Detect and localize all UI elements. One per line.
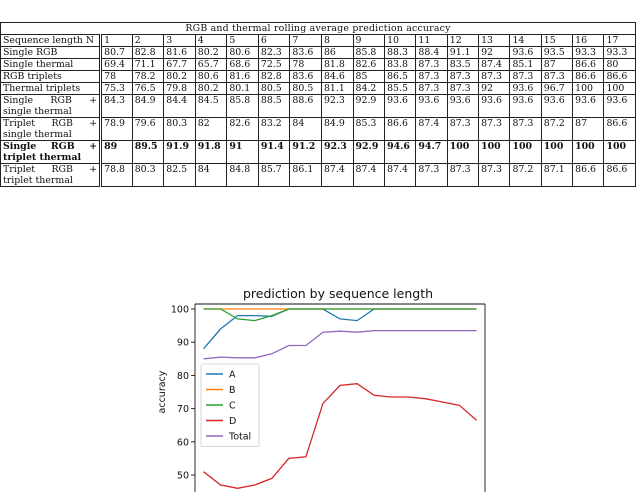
table-row: [1, 59, 636, 71]
column-header: 17: [604, 35, 636, 47]
table-cell: 93.6: [541, 95, 572, 118]
table-cell: 92.9: [353, 95, 385, 118]
table-cell: 81.6: [164, 47, 196, 59]
table-cell: 93.6: [604, 95, 636, 118]
row-label: RGB triplets: [1, 71, 101, 83]
y-tick-label: 90: [176, 337, 189, 349]
column-header: 15: [541, 35, 572, 47]
column-header: 16: [573, 35, 604, 47]
table-cell: 93.5: [541, 47, 572, 59]
table-cell: 86.6: [573, 71, 604, 83]
column-header: 4: [195, 35, 227, 47]
table-cell: 87.4: [416, 118, 447, 141]
table-cell: 85.3: [353, 118, 385, 141]
table-cell: 85: [353, 71, 385, 83]
table-cell: 87.3: [479, 164, 510, 187]
table-cell: 86.6: [385, 118, 416, 141]
table-cell: 80.6: [227, 47, 259, 59]
table-cell: 87.3: [447, 83, 478, 95]
table-cell: 87.3: [541, 71, 572, 83]
table-cell: 100: [479, 141, 510, 164]
table-cell: 100: [447, 141, 478, 164]
table-cell: 86.6: [573, 59, 604, 71]
table-row: [1, 141, 636, 164]
table-cell: 91.1: [447, 47, 478, 59]
table-cell: 82.8: [258, 71, 290, 83]
results-table: [0, 22, 636, 187]
table-cell: 80.5: [258, 83, 290, 95]
y-tick-label: 60: [176, 437, 189, 449]
column-header: 10: [385, 35, 416, 47]
table-cell: 78.9: [101, 118, 133, 141]
table-cell: 86.6: [604, 118, 636, 141]
table-cell: 91.4: [258, 141, 290, 164]
table-cell: 80.2: [195, 47, 227, 59]
table-cell: 94.7: [416, 141, 447, 164]
table-cell: 85.8: [353, 47, 385, 59]
table-cell: 87.3: [447, 118, 478, 141]
table-cell: 84: [290, 118, 322, 141]
table-cell: 82: [195, 118, 227, 141]
row-label: Thermal triplets: [1, 83, 101, 95]
table-cell: 93.6: [510, 95, 541, 118]
table-cell: 92.3: [321, 95, 353, 118]
table-cell: 91.9: [164, 141, 196, 164]
table-cell: 80.3: [132, 164, 164, 187]
series-line-a: [204, 309, 477, 349]
table-cell: 93.6: [510, 83, 541, 95]
table-cell: 81.1: [321, 83, 353, 95]
table-cell: 100: [541, 141, 572, 164]
row-label: Single thermal: [1, 59, 101, 71]
table-cell: 87.4: [321, 164, 353, 187]
table-cell: 82.8: [132, 47, 164, 59]
table-cell: 80: [604, 59, 636, 71]
table-cell: 80.3: [164, 118, 196, 141]
table-cell: 85.1: [510, 59, 541, 71]
table-caption-row: [1, 23, 636, 35]
table-cell: 87.1: [541, 164, 572, 187]
table-cell: 88.3: [385, 47, 416, 59]
table-cell: 86.6: [604, 164, 636, 187]
table-cell: 92: [479, 47, 510, 59]
header-label: Sequence length N: [1, 35, 101, 47]
table-cell: 92: [479, 83, 510, 95]
table-cell: 80.2: [195, 83, 227, 95]
table-cell: 87.3: [416, 59, 447, 71]
table-cell: 91.2: [290, 141, 322, 164]
table-cell: 92.9: [353, 141, 385, 164]
table-cell: 84.4: [164, 95, 196, 118]
table-cell: 78: [290, 59, 322, 71]
table-cell: 80.1: [227, 83, 259, 95]
table-cell: 78.2: [132, 71, 164, 83]
table-row: [1, 118, 636, 141]
table-cell: 87.3: [447, 164, 478, 187]
table-cell: 78.8: [101, 164, 133, 187]
table-cell: 87.2: [541, 118, 572, 141]
table-cell: 100: [573, 83, 604, 95]
table-cell: 68.6: [227, 59, 259, 71]
chart-legend: [201, 364, 259, 447]
row-label: Single RGB + single thermal: [1, 95, 101, 118]
table-cell: 87.3: [416, 71, 447, 83]
table-cell: 72.5: [258, 59, 290, 71]
table-cell: 100: [510, 141, 541, 164]
table-cell: 87.3: [479, 118, 510, 141]
table-cell: 67.7: [164, 59, 196, 71]
table-cell: 87.3: [510, 71, 541, 83]
table-cell: 83.6: [290, 47, 322, 59]
table-cell: 84.6: [321, 71, 353, 83]
table-cell: 87.4: [353, 164, 385, 187]
table-cell: 86.6: [604, 71, 636, 83]
chart-ylabel: accuracy: [157, 370, 168, 414]
table-cell: 87.3: [510, 118, 541, 141]
table-cell: 92.3: [321, 141, 353, 164]
table-cell: 93.6: [447, 95, 478, 118]
column-header: 12: [447, 35, 478, 47]
row-label: Triplet RGB + single thermal: [1, 118, 101, 141]
table-cell: 80.6: [195, 71, 227, 83]
row-label: Single RGB: [1, 47, 101, 59]
table-cell: 83.8: [385, 59, 416, 71]
table-cell: 80.2: [164, 71, 196, 83]
table-cell: 86.1: [290, 164, 322, 187]
table-row: [1, 83, 636, 95]
table-cell: 81.8: [321, 59, 353, 71]
table-cell: 93.3: [573, 47, 604, 59]
table-row: [1, 164, 636, 187]
column-header: 13: [479, 35, 510, 47]
table-cell: 88.5: [258, 95, 290, 118]
table-cell: 84.9: [132, 95, 164, 118]
column-header: 5: [227, 35, 259, 47]
legend-label: A: [229, 369, 236, 381]
accuracy-line-chart: [140, 282, 500, 492]
table-cell: 82.6: [353, 59, 385, 71]
table-cell: 96.7: [541, 83, 572, 95]
column-header: 9: [353, 35, 385, 47]
table-cell: 83.2: [258, 118, 290, 141]
y-tick-label: 80: [176, 370, 189, 382]
table-cell: 65.7: [195, 59, 227, 71]
table-cell: 86: [321, 47, 353, 59]
table-header-row: [1, 35, 636, 47]
column-header: 6: [258, 35, 290, 47]
table-cell: 84.3: [101, 95, 133, 118]
table-cell: 87.3: [416, 164, 447, 187]
chart-title: prediction by sequence length: [242, 286, 434, 301]
table-cell: 79.8: [164, 83, 196, 95]
table-cell: 81.6: [227, 71, 259, 83]
table-cell: 93.6: [385, 95, 416, 118]
table-cell: 89.5: [132, 141, 164, 164]
series-line-total: [204, 331, 477, 359]
table-cell: 87.3: [416, 83, 447, 95]
table-row: [1, 47, 636, 59]
table-cell: 87: [541, 59, 572, 71]
table-cell: 86.5: [385, 71, 416, 83]
table-cell: 93.3: [604, 47, 636, 59]
table-cell: 85.7: [258, 164, 290, 187]
column-header: 7: [290, 35, 322, 47]
table-cell: 84.5: [195, 95, 227, 118]
table-cell: 78: [101, 71, 133, 83]
table-cell: 79.6: [132, 118, 164, 141]
table-cell: 91: [227, 141, 259, 164]
table-cell: 83.6: [290, 71, 322, 83]
table-cell: 85.8: [227, 95, 259, 118]
table-cell: 85.5: [385, 83, 416, 95]
legend-label: D: [229, 416, 237, 427]
table-cell: 93.6: [479, 95, 510, 118]
column-header: 2: [132, 35, 164, 47]
table-cell: 88.4: [416, 47, 447, 59]
table-cell: 87.2: [510, 164, 541, 187]
table-cell: 87.4: [479, 59, 510, 71]
table-cell: 100: [604, 141, 636, 164]
table-cell: 87.4: [385, 164, 416, 187]
table-cell: 86.6: [573, 164, 604, 187]
table-cell: 100: [604, 83, 636, 95]
table-cell: 87: [573, 118, 604, 141]
table-cell: 84.9: [321, 118, 353, 141]
table-cell: 87.3: [447, 71, 478, 83]
column-header: 3: [164, 35, 196, 47]
table-cell: 84.2: [353, 83, 385, 95]
table-cell: 76.5: [132, 83, 164, 95]
table-cell: 93.6: [510, 47, 541, 59]
table-cell: 93.6: [573, 95, 604, 118]
table-caption: RGB and thermal rolling average prediction accuracy: [1, 23, 636, 35]
table-cell: 84.8: [227, 164, 259, 187]
table-cell: 83.5: [447, 59, 478, 71]
column-header: 14: [510, 35, 541, 47]
table-cell: 69.4: [101, 59, 133, 71]
table-cell: 82.5: [164, 164, 196, 187]
table-cell: 93.6: [416, 95, 447, 118]
results-table-container: [0, 22, 638, 187]
y-tick-label: 50: [176, 470, 189, 482]
column-header: 1: [101, 35, 133, 47]
row-label: Single RGB + triplet thermal: [1, 141, 101, 164]
table-cell: 82.6: [227, 118, 259, 141]
table-cell: 94.6: [385, 141, 416, 164]
row-label: Triplet RGB + triplet thermal: [1, 164, 101, 187]
table-row: [1, 95, 636, 118]
legend-label: C: [229, 400, 236, 412]
table-cell: 89: [101, 141, 133, 164]
table-cell: 75.3: [101, 83, 133, 95]
y-tick-label: 70: [176, 404, 189, 416]
table-row: [1, 71, 636, 83]
table-cell: 80.7: [101, 47, 133, 59]
y-tick-label: 100: [170, 304, 189, 316]
table-cell: 82.3: [258, 47, 290, 59]
legend-label: B: [229, 385, 236, 396]
table-cell: 84: [195, 164, 227, 187]
table-cell: 87.3: [479, 71, 510, 83]
legend-label: Total: [229, 431, 252, 443]
table-cell: 88.6: [290, 95, 322, 118]
table-cell: 80.5: [290, 83, 322, 95]
table-cell: 100: [573, 141, 604, 164]
column-header: 11: [416, 35, 447, 47]
column-header: 8: [321, 35, 353, 47]
table-cell: 91.8: [195, 141, 227, 164]
table-cell: 71.1: [132, 59, 164, 71]
